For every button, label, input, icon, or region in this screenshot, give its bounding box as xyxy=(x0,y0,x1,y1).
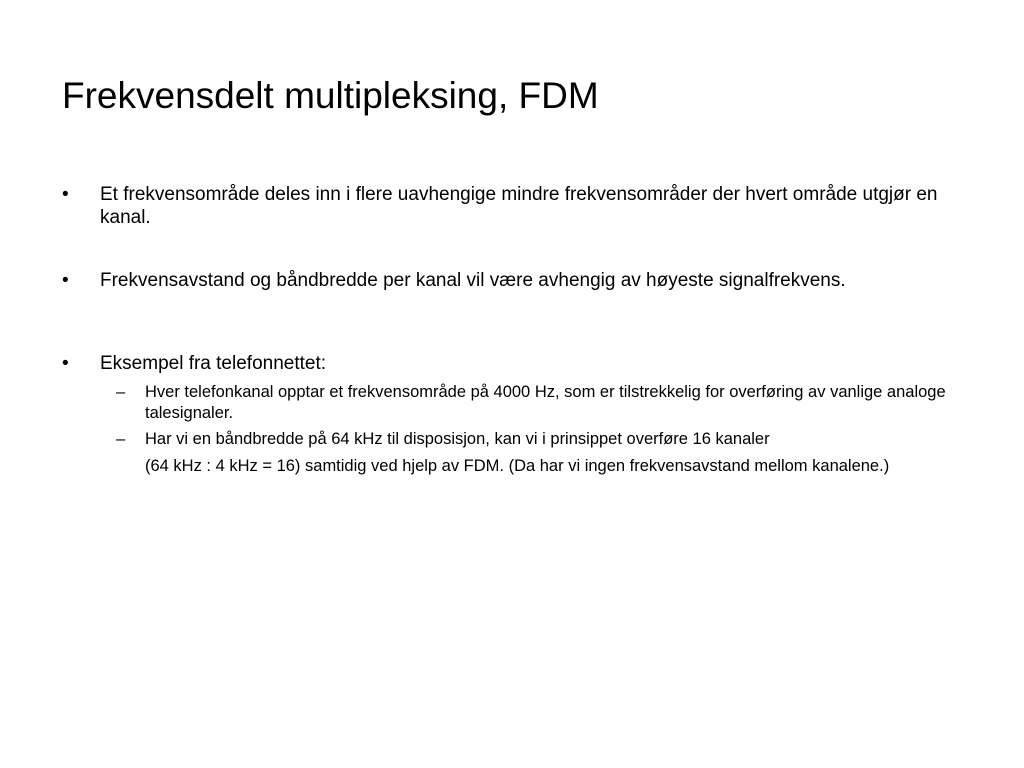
sub-item-2 xyxy=(116,429,966,450)
bullet-item-1 xyxy=(62,183,962,229)
sub-marker: – xyxy=(116,383,126,401)
bullet-marker: • xyxy=(62,184,69,205)
sub-item-1 xyxy=(116,382,966,424)
bullet-marker: • xyxy=(62,270,69,291)
bullet-text: Et frekvensområde deles inn i flere uavhengige mindre frekvensområder der hvert område utgjør en kanal. xyxy=(100,184,938,228)
sub-text: Hver telefonkanal opptar et frekvensområde på 4000 Hz, som er tilstrekkelig for overføring av vanlige analoge talesignaler. xyxy=(145,383,946,422)
bullet-item-2 xyxy=(62,269,962,292)
sub-marker: – xyxy=(116,430,126,448)
sub-text: Har vi en båndbredde på 64 kHz til disposisjon, kan vi i prinsippet overføre 16 kanaler xyxy=(145,430,770,448)
bullet-text: Frekvensavstand og båndbredde per kanal vil være avhengig av høyeste signalfrekvens. xyxy=(100,270,846,291)
sub-item-2-continuation: (64 kHz : 4 kHz = 16) samtidig ved hjelp av FDM. (Da har vi ingen frekvensavstand mellom kanalene.) xyxy=(145,457,890,475)
slide-title: Frekvensdelt multipleksing, FDM xyxy=(62,75,599,116)
bullet-marker: • xyxy=(62,353,69,374)
bullet-item-3 xyxy=(62,352,962,375)
bullet-text: Eksempel fra telefonnettet: xyxy=(100,353,327,374)
